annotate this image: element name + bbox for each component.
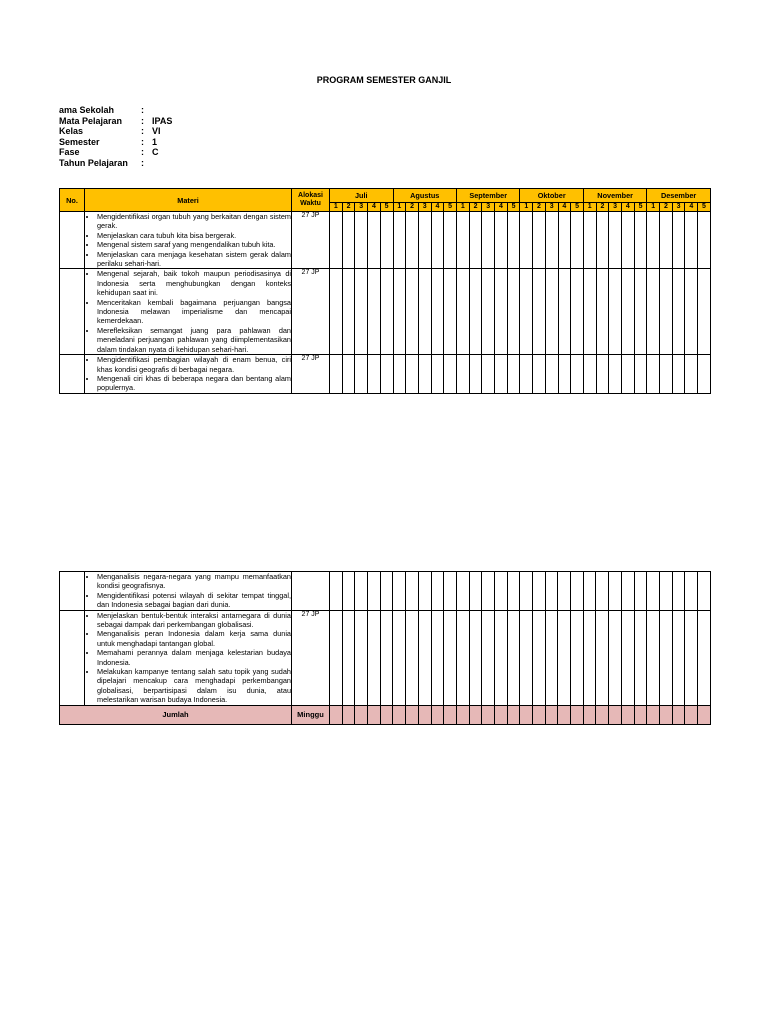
- alokasi-cell: 27 JP: [292, 355, 330, 394]
- week-cell: [583, 355, 596, 394]
- week-cell: [495, 355, 508, 394]
- row-number: [60, 212, 85, 269]
- week-cell: [355, 269, 368, 355]
- week-cell: [469, 572, 482, 611]
- info-label: Kelas: [59, 126, 84, 136]
- week-number: 1: [393, 203, 406, 212]
- info-label: Mata Pelajaran: [59, 115, 123, 126]
- week-number: 4: [368, 203, 381, 212]
- week-cell: [482, 572, 495, 611]
- week-cell: [698, 355, 711, 394]
- week-cell: [545, 212, 558, 269]
- week-cell: [685, 572, 698, 611]
- week-cell: [609, 212, 622, 269]
- week-cell: [634, 705, 647, 724]
- materi-row: [60, 572, 711, 611]
- week-cell: [444, 355, 457, 394]
- week-cell: [596, 212, 609, 269]
- week-number: 2: [342, 203, 355, 212]
- week-number: 5: [634, 203, 647, 212]
- week-cell: [634, 610, 647, 705]
- week-cell: [533, 572, 546, 611]
- month-header: Desember: [647, 189, 710, 203]
- week-cell: [380, 705, 393, 724]
- materi-row: [60, 355, 711, 394]
- week-cell: [558, 610, 571, 705]
- week-cell: [406, 212, 419, 269]
- week-cell: [494, 705, 507, 724]
- row-number: [60, 269, 85, 355]
- week-cell: [393, 212, 406, 269]
- materi-item: • Mengidentifikasi potensi wilayah di sekitar tempat tinggal, dan Indonesia sebagai bagian dari dunia.: [97, 591, 291, 610]
- document-title: PROGRAM SEMESTER GANJIL: [316, 75, 452, 85]
- info-colon: :: [141, 147, 144, 157]
- week-cell: [660, 269, 673, 355]
- week-cell: [545, 355, 558, 394]
- materi-cell: [85, 572, 292, 611]
- week-cell: [355, 212, 368, 269]
- week-cell: [609, 355, 622, 394]
- week-cell: [545, 705, 558, 724]
- week-cell: [444, 212, 457, 269]
- info-colon: :: [141, 157, 144, 168]
- week-cell: [660, 212, 673, 269]
- week-cell: [634, 572, 647, 611]
- materi-cell: [85, 355, 292, 394]
- week-cell: [672, 269, 685, 355]
- week-cell: [520, 610, 533, 705]
- week-cell: [609, 269, 622, 355]
- week-cell: [456, 212, 469, 269]
- week-cell: [583, 212, 596, 269]
- info-value: 1: [152, 136, 158, 147]
- week-cell: [393, 705, 406, 724]
- materi-item: • Menjelaskan cara tubuh kita bisa bergerak.: [97, 231, 291, 240]
- week-cell: [368, 572, 381, 611]
- week-cell: [698, 212, 711, 269]
- week-cell: [444, 269, 457, 355]
- info-colon: :: [141, 115, 144, 126]
- week-number: 1: [520, 203, 533, 212]
- header-row: [60, 189, 711, 203]
- info-value: IPAS: [152, 115, 173, 126]
- week-cell: [380, 572, 393, 611]
- week-cell: [431, 212, 444, 269]
- week-cell: [431, 572, 444, 611]
- week-cell: [330, 269, 343, 355]
- week-cell: [647, 705, 660, 724]
- month-header: Juli: [330, 189, 394, 203]
- week-number: 4: [495, 203, 508, 212]
- week-cell: [406, 705, 419, 724]
- info-row: [59, 126, 172, 137]
- materi-list: [85, 355, 291, 393]
- week-number: 4: [621, 203, 634, 212]
- week-cell: [469, 610, 482, 705]
- week-cell: [659, 705, 672, 724]
- week-cell: [342, 355, 355, 394]
- school-info: [59, 105, 172, 168]
- week-cell: [596, 355, 609, 394]
- week-cell: [520, 355, 533, 394]
- materi-cell: [85, 610, 292, 705]
- week-cell: [507, 269, 520, 355]
- week-cell: [456, 355, 469, 394]
- week-number: 4: [685, 203, 698, 212]
- week-cell: [431, 705, 444, 724]
- week-number: 3: [355, 203, 368, 212]
- week-number: 2: [533, 203, 546, 212]
- alokasi-cell: [292, 572, 330, 611]
- materi-list: [85, 269, 291, 354]
- month-header: November: [583, 189, 646, 203]
- week-cell: [571, 212, 584, 269]
- week-cell: [330, 610, 343, 705]
- week-cell: [698, 269, 711, 355]
- week-cell: [621, 572, 634, 611]
- week-cell: [469, 355, 482, 394]
- week-cell: [456, 705, 469, 724]
- materi-item: • Menjelaskan cara menjaga kesehatan sistem gerak dalam perilaku sehari-hari.: [97, 250, 291, 269]
- week-cell: [520, 212, 533, 269]
- week-cell: [368, 610, 381, 705]
- week-number: 2: [406, 203, 419, 212]
- week-cell: [583, 572, 596, 611]
- week-cell: [368, 355, 381, 394]
- week-cell: [456, 610, 469, 705]
- week-cell: [672, 705, 685, 724]
- week-cell: [431, 355, 444, 394]
- month-header: Agustus: [393, 189, 456, 203]
- materi-row: [60, 212, 711, 269]
- week-cell: [596, 705, 609, 724]
- week-cell: [507, 572, 520, 611]
- info-colon: :: [141, 105, 144, 115]
- total-row: [60, 705, 711, 724]
- week-cell: [330, 212, 343, 269]
- info-colon: :: [141, 126, 144, 136]
- materi-list: [85, 572, 291, 610]
- info-label: Fase: [59, 147, 80, 157]
- total-unit: Minggu: [292, 705, 330, 724]
- header-no: No.: [60, 189, 85, 212]
- month-header: Oktober: [520, 189, 583, 203]
- week-cell: [482, 269, 495, 355]
- week-cell: [647, 212, 660, 269]
- info-row: [59, 147, 172, 158]
- alokasi-cell: 27 JP: [292, 610, 330, 705]
- week-cell: [482, 610, 495, 705]
- week-number: 5: [571, 203, 584, 212]
- week-cell: [583, 705, 596, 724]
- info-row: [59, 116, 172, 127]
- week-cell: [418, 269, 431, 355]
- week-cell: [444, 572, 457, 611]
- materi-cell: [85, 269, 292, 355]
- week-cell: [571, 705, 584, 724]
- materi-item: • Mengidentifikasi organ tubuh yang berkaitan dengan sistem gerak.: [97, 212, 291, 231]
- week-number: 3: [418, 203, 431, 212]
- week-cell: [571, 269, 584, 355]
- week-cell: [545, 269, 558, 355]
- week-number: 5: [380, 203, 393, 212]
- week-cell: [609, 572, 622, 611]
- materi-item: • Menjelaskan bentuk-bentuk interaksi antarnegara di dunia sebagai dampak dari perkembangan globalisasi.: [97, 611, 291, 630]
- materi-item: • Memahami perannya dalam menjaga kelestarian budaya Indonesia.: [97, 648, 291, 667]
- week-number: 2: [596, 203, 609, 212]
- week-cell: [583, 269, 596, 355]
- week-cell: [342, 572, 355, 611]
- week-cell: [583, 610, 596, 705]
- week-cell: [571, 610, 584, 705]
- week-number: 2: [469, 203, 482, 212]
- info-label: ama Sekolah: [59, 105, 115, 115]
- week-cell: [507, 212, 520, 269]
- week-cell: [406, 572, 419, 611]
- week-number: 5: [444, 203, 457, 212]
- week-cell: [558, 705, 571, 724]
- week-cell: [558, 212, 571, 269]
- materi-list: [85, 611, 291, 705]
- week-cell: [520, 705, 533, 724]
- week-cell: [685, 610, 698, 705]
- materi-item: • Menganalisis peran Indonesia dalam kerja sama dunia untuk menghadapi tantangan global.: [97, 629, 291, 648]
- week-cell: [380, 355, 393, 394]
- week-cell: [431, 610, 444, 705]
- week-cell: [431, 269, 444, 355]
- week-cell: [418, 212, 431, 269]
- week-cell: [558, 572, 571, 611]
- week-cell: [393, 572, 406, 611]
- week-cell: [685, 705, 698, 724]
- info-value: C: [152, 147, 159, 157]
- week-cell: [634, 269, 647, 355]
- week-cell: [520, 572, 533, 611]
- info-row: [59, 137, 172, 148]
- week-cell: [393, 355, 406, 394]
- week-cell: [380, 269, 393, 355]
- week-cell: [342, 705, 355, 724]
- row-number: [60, 572, 85, 611]
- week-number: 1: [330, 203, 343, 212]
- week-cell: [368, 212, 381, 269]
- week-cell: [672, 572, 685, 611]
- week-cell: [444, 705, 457, 724]
- week-cell: [456, 269, 469, 355]
- program-table-page-2: [59, 571, 711, 725]
- week-number: 3: [672, 203, 685, 212]
- week-cell: [507, 355, 520, 394]
- program-table-page-1: [59, 188, 711, 394]
- info-row: [59, 105, 172, 116]
- week-cell: [482, 355, 495, 394]
- week-cell: [482, 212, 495, 269]
- total-label: Jumlah: [60, 705, 292, 724]
- week-cell: [330, 572, 343, 611]
- week-cell: [647, 269, 660, 355]
- week-cell: [494, 610, 507, 705]
- week-cell: [621, 355, 634, 394]
- week-cell: [533, 610, 546, 705]
- week-cell: [355, 355, 368, 394]
- week-cell: [418, 355, 431, 394]
- week-cell: [647, 355, 660, 394]
- info-label: Tahun Pelajaran: [59, 157, 128, 168]
- week-cell: [406, 269, 419, 355]
- week-cell: [660, 355, 673, 394]
- week-cell: [533, 355, 546, 394]
- month-header: September: [456, 189, 519, 203]
- week-cell: [418, 610, 431, 705]
- week-cell: [685, 212, 698, 269]
- materi-list: [85, 212, 291, 268]
- week-cell: [672, 610, 685, 705]
- week-cell: [380, 212, 393, 269]
- week-cell: [558, 355, 571, 394]
- week-cell: [621, 610, 634, 705]
- week-number: 1: [647, 203, 660, 212]
- materi-item: • Mengenal sistem saraf yang mengendalikan tubuh kita.: [97, 240, 291, 249]
- week-cell: [545, 610, 558, 705]
- week-cell: [685, 355, 698, 394]
- week-cell: [393, 610, 406, 705]
- week-cell: [469, 269, 482, 355]
- materi-item: • Menceritakan kembali bagaimana perjuangan bangsa Indonesia melawan imperialisme dan mencapai kemerdekaan.: [97, 298, 291, 326]
- info-label: Semester: [59, 136, 100, 147]
- week-number: 5: [507, 203, 520, 212]
- materi-item: • Mengenali ciri khas di beberapa negara dan bentang alam populernya.: [97, 374, 291, 393]
- week-number: 1: [456, 203, 469, 212]
- week-cell: [469, 705, 482, 724]
- week-cell: [558, 269, 571, 355]
- week-cell: [494, 572, 507, 611]
- week-cell: [571, 572, 584, 611]
- week-cell: [380, 610, 393, 705]
- info-colon: :: [141, 136, 144, 147]
- week-cell: [621, 705, 634, 724]
- header-alokasi: Alokasi Waktu: [292, 189, 330, 212]
- week-cell: [507, 705, 520, 724]
- week-cell: [330, 705, 343, 724]
- info-value: VI: [152, 126, 161, 136]
- week-cell: [621, 269, 634, 355]
- week-cell: [495, 269, 508, 355]
- materi-item: • Merefleksikan semangat juang para pahlawan dan meneladani perjuangan pahlawan yang diimplementasikan dalam tindakan nyata di kehidupan sehari-hari.: [97, 326, 291, 354]
- week-cell: [342, 610, 355, 705]
- alokasi-cell: 27 JP: [292, 212, 330, 269]
- week-cell: [533, 705, 546, 724]
- week-number: 2: [660, 203, 673, 212]
- week-cell: [672, 212, 685, 269]
- materi-row: [60, 269, 711, 355]
- week-cell: [355, 610, 368, 705]
- week-cell: [418, 705, 431, 724]
- week-cell: [609, 705, 622, 724]
- week-cell: [596, 610, 609, 705]
- week-cell: [596, 572, 609, 611]
- week-cell: [647, 572, 660, 611]
- week-cell: [456, 572, 469, 611]
- week-cell: [482, 705, 495, 724]
- materi-item: • Menganalisis negara-negara yang mampu memanfaatkan kondisi geografisnya.: [97, 572, 291, 591]
- week-cell: [520, 269, 533, 355]
- week-number: 3: [609, 203, 622, 212]
- week-cell: [659, 610, 672, 705]
- week-cell: [406, 355, 419, 394]
- week-number: 1: [583, 203, 596, 212]
- week-cell: [697, 705, 710, 724]
- week-number: 4: [431, 203, 444, 212]
- week-number: 5: [698, 203, 711, 212]
- week-number: 3: [545, 203, 558, 212]
- week-cell: [672, 355, 685, 394]
- week-cell: [368, 705, 381, 724]
- materi-item: • Mengenal sejarah, baik tokoh maupun periodisasinya di Indonesia serta menghubungkan dengan konteks kehidupan saat ini.: [97, 269, 291, 297]
- row-number: [60, 355, 85, 394]
- row-number: [60, 610, 85, 705]
- week-cell: [596, 269, 609, 355]
- week-cell: [609, 610, 622, 705]
- alokasi-cell: 27 JP: [292, 269, 330, 355]
- materi-row: [60, 610, 711, 705]
- week-number: 3: [482, 203, 495, 212]
- week-cell: [495, 212, 508, 269]
- week-cell: [469, 212, 482, 269]
- week-cell: [444, 610, 457, 705]
- week-cell: [545, 572, 558, 611]
- week-cell: [533, 212, 546, 269]
- week-cell: [418, 572, 431, 611]
- week-cell: [685, 269, 698, 355]
- week-cell: [647, 610, 660, 705]
- header-materi: Materi: [85, 189, 292, 212]
- week-cell: [621, 212, 634, 269]
- week-cell: [393, 269, 406, 355]
- week-cell: [406, 610, 419, 705]
- week-cell: [330, 355, 343, 394]
- info-row: [59, 158, 172, 169]
- week-cell: [571, 355, 584, 394]
- materi-cell: [85, 212, 292, 269]
- week-cell: [697, 572, 710, 611]
- week-cell: [533, 269, 546, 355]
- week-cell: [697, 610, 710, 705]
- week-number: 4: [558, 203, 571, 212]
- week-cell: [659, 572, 672, 611]
- week-cell: [507, 610, 520, 705]
- week-cell: [342, 212, 355, 269]
- week-cell: [634, 212, 647, 269]
- materi-item: • Mengidentifikasi pembagian wilayah di enam benua, ciri khas kondisi geografis di berbagai negara.: [97, 355, 291, 374]
- week-cell: [342, 269, 355, 355]
- week-cell: [355, 705, 368, 724]
- week-cell: [368, 269, 381, 355]
- materi-item: • Melakukan kampanye tentang salah satu topik yang sudah dipelajari mencakup cara menghadapi perkembangan globalisasi, berpartisipasi dalam isu dunia, atau melestarikan warisan budaya Indonesia.: [97, 667, 291, 705]
- week-cell: [355, 572, 368, 611]
- week-cell: [634, 355, 647, 394]
